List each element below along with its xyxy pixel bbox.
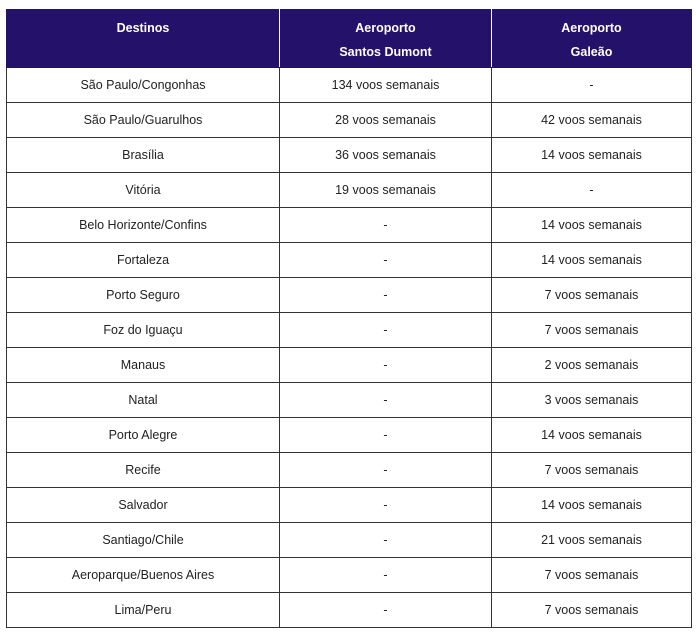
table-row: [7, 138, 692, 173]
table-row: [7, 593, 692, 628]
santos-dumont-cell: -: [280, 208, 492, 243]
table-row: [7, 558, 692, 593]
destination-cell: Salvador: [7, 488, 280, 523]
destination-cell: Recife: [7, 453, 280, 488]
header-santos-dumont-line-1: Aeroporto: [355, 21, 416, 35]
santos-dumont-cell: -: [280, 278, 492, 313]
header-galeao-line-2: Galeão: [570, 45, 613, 59]
santos-dumont-cell: 28 voos semanais: [280, 103, 492, 138]
table-row: [7, 173, 692, 208]
table-row: [7, 278, 692, 313]
galeao-cell: 2 voos semanais: [492, 348, 692, 383]
table-row: [7, 453, 692, 488]
header-destinos: [7, 10, 280, 68]
galeao-cell: 14 voos semanais: [492, 243, 692, 278]
table-row: [7, 243, 692, 278]
santos-dumont-cell: 36 voos semanais: [280, 138, 492, 173]
santos-dumont-cell: -: [280, 313, 492, 348]
galeao-cell: 42 voos semanais: [492, 103, 692, 138]
santos-dumont-cell: -: [280, 488, 492, 523]
table-row: [7, 523, 692, 558]
table-body: [7, 68, 692, 628]
galeao-cell: 7 voos semanais: [492, 313, 692, 348]
destination-cell: Belo Horizonte/Confins: [7, 208, 280, 243]
galeao-cell: -: [492, 68, 692, 103]
header-galeao: [492, 10, 692, 68]
table-header: [7, 10, 692, 68]
santos-dumont-cell: -: [280, 243, 492, 278]
galeao-cell: 21 voos semanais: [492, 523, 692, 558]
table-row: [7, 313, 692, 348]
destination-cell: Lima/Peru: [7, 593, 280, 628]
destination-cell: São Paulo/Guarulhos: [7, 103, 280, 138]
galeao-cell: 7 voos semanais: [492, 453, 692, 488]
santos-dumont-cell: -: [280, 383, 492, 418]
header-destinos-line-1: Destinos: [116, 21, 170, 35]
table-row: [7, 208, 692, 243]
destination-cell: Fortaleza: [7, 243, 280, 278]
santos-dumont-cell: -: [280, 523, 492, 558]
galeao-cell: 7 voos semanais: [492, 278, 692, 313]
galeao-cell: 14 voos semanais: [492, 418, 692, 453]
santos-dumont-cell: -: [280, 593, 492, 628]
header-galeao-line-1: Aeroporto: [561, 21, 622, 35]
galeao-cell: 14 voos semanais: [492, 488, 692, 523]
destination-cell: Brasília: [7, 138, 280, 173]
table-row: [7, 103, 692, 138]
table-row: [7, 383, 692, 418]
destination-cell: Vitória: [7, 173, 280, 208]
table-row: [7, 418, 692, 453]
santos-dumont-cell: -: [280, 418, 492, 453]
galeao-cell: -: [492, 173, 692, 208]
destination-cell: Foz do Iguaçu: [7, 313, 280, 348]
destination-cell: Aeroparque/Buenos Aires: [7, 558, 280, 593]
santos-dumont-cell: -: [280, 348, 492, 383]
galeao-cell: 3 voos semanais: [492, 383, 692, 418]
galeao-cell: 7 voos semanais: [492, 593, 692, 628]
table-row: [7, 68, 692, 103]
santos-dumont-cell: 134 voos semanais: [280, 68, 492, 103]
galeao-cell: 7 voos semanais: [492, 558, 692, 593]
header-santos-dumont: [280, 10, 492, 68]
header-row: [7, 10, 692, 68]
santos-dumont-cell: 19 voos semanais: [280, 173, 492, 208]
santos-dumont-cell: -: [280, 558, 492, 593]
destination-cell: São Paulo/Congonhas: [7, 68, 280, 103]
destination-cell: Porto Seguro: [7, 278, 280, 313]
routes-table: [6, 9, 692, 628]
header-santos-dumont-line-2: Santos Dumont: [339, 45, 432, 59]
galeao-cell: 14 voos semanais: [492, 138, 692, 173]
table-row: [7, 348, 692, 383]
destination-cell: Manaus: [7, 348, 280, 383]
destination-cell: Natal: [7, 383, 280, 418]
galeao-cell: 14 voos semanais: [492, 208, 692, 243]
table-row: [7, 488, 692, 523]
destination-cell: Porto Alegre: [7, 418, 280, 453]
destination-cell: Santiago/Chile: [7, 523, 280, 558]
santos-dumont-cell: -: [280, 453, 492, 488]
